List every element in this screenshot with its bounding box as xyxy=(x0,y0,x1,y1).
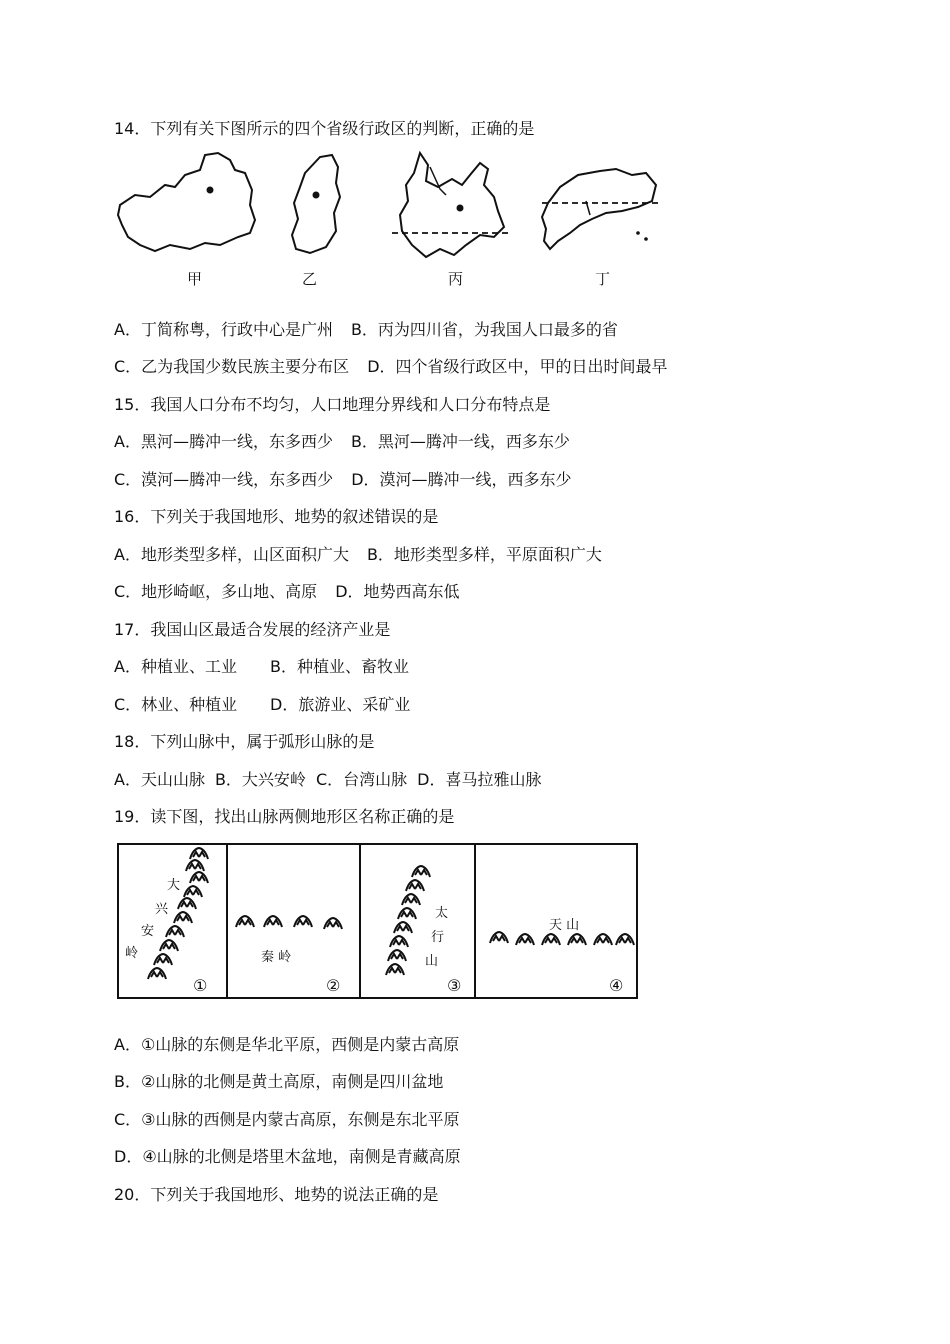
q15-stem: 15．我国人口分布不均匀，人口地理分界线和人口分布特点是 xyxy=(114,395,551,414)
q14-options-cd xyxy=(114,356,668,378)
mountain-range-3 xyxy=(386,866,430,975)
q18-option-b[interactable]: B．大兴安岭 xyxy=(214,770,306,789)
mountain-ranges-figure xyxy=(117,843,638,999)
panel-label-2: ② xyxy=(326,976,341,995)
mountain-1-char-4: 岭 xyxy=(125,946,139,961)
q17-option-c[interactable]: C．林业、种植业 xyxy=(114,695,238,714)
q15-option-a[interactable]: A．黑河—腾冲一线，东多西少 xyxy=(114,432,333,451)
q17-options-cd xyxy=(114,694,410,716)
q17-option-a[interactable]: A．种植业、工业 xyxy=(114,657,237,676)
mountain-4-label: 天 山 xyxy=(549,918,580,933)
q16-option-d[interactable]: D．地势西高东低 xyxy=(335,582,460,601)
province-bing-outline xyxy=(400,153,504,257)
q17-stem: 17．我国山区最适合发展的经济产业是 xyxy=(114,620,391,639)
q17-option-d[interactable]: D．旅游业、采矿业 xyxy=(270,695,411,714)
mountain-3-char-3: 山 xyxy=(425,954,439,969)
q18-option-a[interactable]: A．天山山脉 xyxy=(114,770,205,789)
q19-option-a[interactable]: A．①山脉的东侧是华北平原，西侧是内蒙古高原 xyxy=(114,1035,460,1054)
q15-option-b[interactable]: B．黑河—腾冲一线，西多东少 xyxy=(350,432,570,451)
mountain-range-4 xyxy=(490,932,634,945)
mountain-1-char-1: 大 xyxy=(167,878,181,893)
mountain-1-char-3: 安 xyxy=(141,924,155,939)
q14-option-c[interactable]: C．乙为我国少数民族主要分布区 xyxy=(114,357,350,376)
q20-stem: 20．下列关于我国地形、地势的说法正确的是 xyxy=(114,1185,439,1204)
map-label-ding: 丁 xyxy=(595,270,611,288)
q16-options-cd xyxy=(114,581,460,603)
map-label-jia: 甲 xyxy=(187,270,203,288)
q16-options-ab xyxy=(114,544,602,566)
province-yi-outline xyxy=(292,155,340,253)
map-label-yi: 乙 xyxy=(302,270,318,288)
q19-stem: 19．读下图，找出山脉两侧地形区名称正确的是 xyxy=(114,807,455,826)
mountain-3-char-2: 行 xyxy=(431,930,445,945)
q15-option-d[interactable]: D．漠河—腾冲一线，西多东少 xyxy=(351,470,572,489)
q18-stem: 18．下列山脉中，属于弧形山脉的是 xyxy=(114,732,375,751)
q14-option-d[interactable]: D．四个省级行政区中，甲的日出时间最早 xyxy=(367,357,668,376)
q17-options-ab xyxy=(114,656,409,678)
panel-label-1: ① xyxy=(193,976,208,995)
q15-options-cd xyxy=(114,469,572,491)
mountain-1-char-2: 兴 xyxy=(155,902,169,917)
q16-option-b[interactable]: B．地形类型多样，平原面积广大 xyxy=(366,545,602,564)
q17-option-b[interactable]: B．种植业、畜牧业 xyxy=(270,657,409,676)
province-ding-outline xyxy=(542,169,656,249)
q19-option-b[interactable]: B．②山脉的北侧是黄土高原，南侧是四川盆地 xyxy=(114,1072,444,1091)
q19-option-c[interactable]: C．③山脉的西侧是内蒙古高原，东侧是东北平原 xyxy=(114,1110,460,1129)
q18-option-c[interactable]: C．台湾山脉 xyxy=(315,770,408,789)
mountain-2-label: 秦 岭 xyxy=(261,950,292,965)
q15-options-ab xyxy=(114,431,570,453)
map-label-bing: 丙 xyxy=(448,270,464,288)
q15-option-c[interactable]: C．漠河—腾冲一线，东多西少 xyxy=(114,470,334,489)
mountain-range-2 xyxy=(236,916,342,929)
q14-options-ab xyxy=(114,319,618,341)
q16-stem: 16．下列关于我国地形、地势的叙述错误的是 xyxy=(114,507,439,526)
q19-option-d[interactable]: D．④山脉的北侧是塔里木盆地，南侧是青藏高原 xyxy=(114,1147,461,1166)
panel-label-4: ④ xyxy=(609,976,624,995)
province-jia-outline xyxy=(118,153,255,251)
q16-option-c[interactable]: C．地形崎岖，多山地、高原 xyxy=(114,582,318,601)
q18-options xyxy=(114,769,541,791)
q14-option-a[interactable]: A．丁简称粤，行政中心是广州 xyxy=(114,320,333,339)
q14-option-b[interactable]: B．丙为四川省，为我国人口最多的省 xyxy=(350,320,618,339)
panel-label-3: ③ xyxy=(447,976,462,995)
q16-option-a[interactable]: A．地形类型多样，山区面积广大 xyxy=(114,545,349,564)
q14-stem: 14．下列有关下图所示的四个省级行政区的判断，正确的是 xyxy=(114,119,535,138)
mountain-3-char-1: 太 xyxy=(435,906,449,921)
q18-option-d[interactable]: D．喜马拉雅山脉 xyxy=(417,770,542,789)
